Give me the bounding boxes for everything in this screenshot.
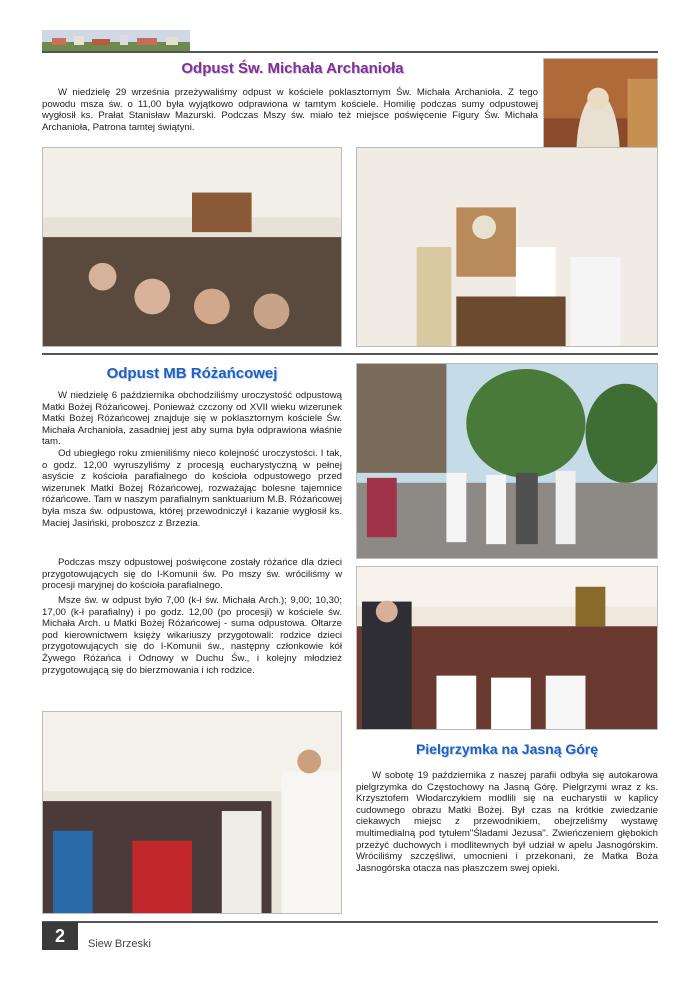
article2-paragraph-1: W niedzielę 6 października obchodziliśmy uroczystość odpustową Matki Bożej Różańcowej. Ponieważ czczony od XVII wieku wizerunek Matki Bożej Różańcowej znajduje się w poklasztornym kościele Św. Michała Archanioła, zasadniej jest aby suma była odprawiona właśnie tam.: [42, 390, 342, 448]
divider-rule-1: [42, 353, 658, 355]
article1-title: Odpust Św. Michała Archanioła: [181, 60, 404, 77]
article2-title: Odpust MB Różańcowej: [106, 365, 278, 382]
article1-body: W niedzielę 29 września przeżywaliśmy odpust w kościele poklasztornym Św. Michała Archanioła. Z tego powodu msza św. o 11,00 była wyjątkowo odprawiona w tamtym kościele. Homilię podczas sumy odpustowej wygłosił ks. Prałat Stanisław Mazurski. Podczas Mszy św. miało też miejsce poświęcenie Figury Św. Michała Archanioła, Patrona tamtej świątyni.: [42, 87, 538, 133]
photo-statue-blessing: [356, 147, 658, 347]
header-town-thumbnail: [42, 30, 190, 52]
photo-procession: [356, 363, 658, 559]
photo-rosary-blessing: [42, 711, 342, 914]
top-rule: [42, 51, 658, 53]
article3-body: W sobotę 19 października z naszej parafii odbyła się autokarowa pielgrzymka do Częstochowy na Jasną Górę. Pielgrzymi wraz z ks. Krzysztofem Włodarczykiem modlili się na eucharystii w kaplicy cudownego obrazu Matki Bożej. Był czas na krótkie zwiedzanie ciekawych miejsc z przewodnikiem, obejrzeliśmy wystawę multimedialną pod tytułem"Śladami Jezusa". Zwieńczeniem głębokich przeżyć duchowych i modlitewnych był udział w apelu Jasnogórskim. Wróciliśmy szczęśliwi, umocnieni i przekonani, że Matka Boża Jasnogórska otacza nas płaszczem swej opieki.: [356, 770, 658, 874]
article2-paragraph-3: Podczas mszy odpustowej poświęcone zostały różańce dla dzieci przygotowujących się do I-Komunii św. Po mszy św. wróciliśmy w procesji maryjnej do kościoła parafialnego.: [42, 557, 342, 592]
article2-paragraph-4: Msze św. w odpust było 7,00 (k-ł św. Michała Arch.); 9,00; 10,30; 17,00 (k-ł parafialny) i po godz. 12,00 (po procesji) w kościele św. Michała Arch. u Matki Bożej Różańcowej - suma odpustowa. Ołtarze pod kierownictwem księży wikariuszy przygotowali: rodzice dzieci przygotowujących się do I-Komunii św., następny członkowie kół Żywego Różańca i Odnowy w Duchu Św., i kolejny młodzież przygotowującą się do bierzmowania i ich rodzice.: [42, 595, 342, 676]
article3-title: Pielgrzymka na Jasną Górę: [415, 741, 599, 757]
page-number: 2: [42, 922, 78, 950]
photo-communion-children: [356, 566, 658, 730]
bottom-rule: [42, 921, 658, 923]
publication-name: Siew Brzeski: [88, 938, 151, 950]
photo-congregation: [42, 147, 342, 347]
article2-paragraph-2: Od ubiegłego roku zmieniliśmy nieco kolejność uroczystości. I tak, o godz. 12,00 wyruszyliśmy z procesją eucharystyczną w pełnej asyście z kościoła parafialnego do kościoła odpustowego przed wizerunek Matki Bożej Różańcowej, rozważając bolesne tajemnice różańcowe. Tam w naszym parafialnym sanktuarium M.B. Różańcowej była msza św. odpustowa, której przewodniczył i kazanie wygłosił ks. Maciej Jasiński, proboszcz z Brzezia.: [42, 448, 342, 529]
